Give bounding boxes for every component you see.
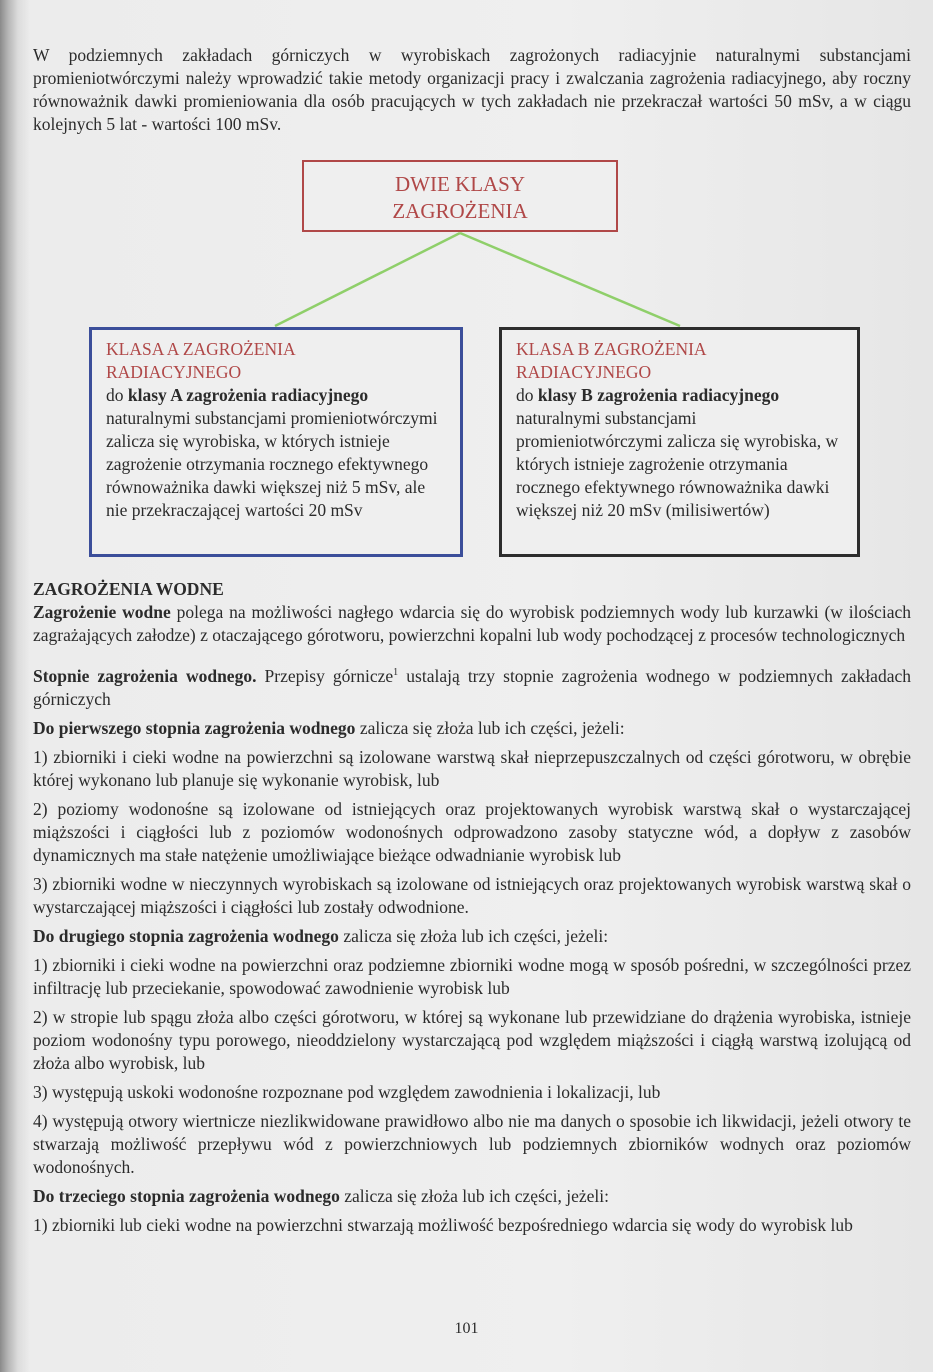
connector-right-line	[460, 233, 680, 326]
first-degree-item: 2) poziomy wodonośne są izolowane od istniejących oraz projektowanych wyrobisk warstwą skał o wystarczającej miąższości i ciągłości lub z poziomów wodonośnych odprowadzono zasoby statyczne wód, a dopływ z zasobów dynamicznych ma stałe natężenie umożliwiające bieżące odwadnianie wyrobisk lub	[33, 798, 911, 865]
water-definition-bold: Zagrożenie wodne	[33, 602, 171, 622]
water-heading: ZAGROŻENIA WODNE	[33, 579, 224, 599]
connector-left-line	[275, 233, 460, 326]
third-degree-item: 1) zbiorniki lub cieki wodne na powierzchni stwarzają możliwość bezpośredniego wdarcia się wody do wyrobisk lub	[33, 1214, 853, 1235]
water-degrees-intro	[33, 661, 911, 711]
intro-paragraph: W podziemnych zakładach górniczych w wyrobiskach zagrożonych radiacyjnie naturalnymi substancjami promieniotwórczymi należy wprowadzić takie metody organizacji pracy i zwalczania zagrożenia radiacyjnego, aby roczny równoważnik dawki promieniowania dla osób pracujących w tych zakładach nie przekraczał wartości 50 mSv, a w ciągu kolejnych 5 lat - wartości 100 mSv.	[33, 45, 911, 134]
third-degree-rest: zalicza się złoża lub ich części, jeżeli:	[339, 1185, 610, 1206]
third-degree-bold: Do trzeciego stopnia zagrożenia wodnego	[33, 1185, 340, 1206]
first-degree-item: 1) zbiorniki i cieki wodne na powierzchni są izolowane warstwą skał nieprzepuszczalnych od części górotworu, w obrębie której wykonano lub planuje się wykonanie wyrobisk, lub	[33, 746, 911, 790]
second-degree-item: 2) w stropie lub spągu złoża albo części górotworu, w której są wykonane lub przewidziane do drążenia wyrobiska, istnieje poziom wodonośny typu porowego, nieoddzielony wystarczającą pod względem miąższości i ciągłą warstwą izolującą od złoża albo wyrobisk, lub	[33, 1006, 911, 1073]
class-b-description	[516, 384, 845, 522]
first-degree-rest: zalicza się złoża lub ich części, jeżeli:	[355, 717, 625, 738]
third-degree-intro	[33, 1185, 911, 1208]
water-definition-rest: polega na możliwości nagłego wdarcia się do wyrobisk podziemnych wody lub kurzawki (w ilościach zagrażających załodze) z otaczającego górotworu, powierzchni kopalni lub wody pochodzącej z procesów technologicznych	[33, 602, 911, 645]
degrees-rest-a: Przepisy górnicze	[256, 665, 394, 686]
diagram-title-box	[302, 160, 618, 232]
water-definition	[33, 601, 911, 647]
class-b-lead: do	[516, 385, 538, 405]
first-degree-intro	[33, 717, 911, 740]
footnote-marker: 1	[393, 667, 399, 678]
class-b-heading-line1: KLASA B ZAGROŻENIA	[516, 339, 707, 359]
page-number: 101	[454, 1320, 479, 1337]
second-degree-item: 1) zbiorniki i cieki wodne na powierzchni oraz podziemne zbiorniki wodne mogą w sposób pośredni, w szczególności przez infiltrację lub przeciekanie, spowodować zawodnienie wyrobisk lub	[33, 954, 911, 998]
class-b-rest: naturalnymi substancjami promieniotwórczymi zalicza się wyrobiska, w których istnieje zagrożenie otrzymania rocznego efektywnego równoważnika dawki większej niż 20 mSv (milisiwertów)	[516, 408, 839, 520]
diagram-title-line2: ZAGROŻENIA	[392, 199, 528, 223]
class-b-heading-line2: RADIACYJNEGO	[516, 362, 652, 382]
second-degree-item: 3) występują uskoki wodonośne rozpoznane pod względem zawodnienia i lokalizacji, lub	[33, 1081, 661, 1102]
water-section	[33, 578, 911, 1243]
class-a-lead: do	[106, 385, 128, 405]
second-degree-item: 4) występują otwory wiertnicze niezlikwidowane prawidłowo albo nie ma danych o sposobie ich likwidacji, jeżeli otwory te stwarzają możliwość przepływu wód z powierzchniowych lub podziemnych zbiorników wodnych oraz poziomów wodonośnych.	[33, 1110, 911, 1177]
class-a-heading-line2: RADIACYJNEGO	[106, 362, 242, 382]
class-a-bold: klasy A zagrożenia radiacyjnego	[127, 385, 369, 405]
first-degree-bold: Do pierwszego stopnia zagrożenia wodnego	[33, 717, 356, 738]
diagram-title-line1: DWIE KLASY	[394, 172, 526, 196]
second-degree-intro	[33, 925, 911, 948]
class-a-rest: naturalnymi substancjami promieniotwórczymi zalicza się wyrobiska, w których istnieje zagrożenie otrzymania rocznego efektywnego równoważnika dawki większej niż 5 mSv, ale nie przekraczającej wartości 20 mSv	[106, 408, 438, 520]
degrees-rest-b: ustalają trzy stopnie zagrożenia wodnego w podziemnych zakładach górniczych	[33, 665, 911, 709]
degrees-bold: Stopnie zagrożenia wodnego.	[33, 665, 257, 686]
class-b-bold: klasy B zagrożenia radiacyjnego	[537, 385, 780, 405]
class-a-description	[106, 384, 448, 522]
second-degree-rest: zalicza się złoża lub ich części, jeżeli:	[338, 925, 609, 946]
class-a-heading-line1: KLASA A ZAGROŻENIA	[106, 339, 296, 359]
second-degree-bold: Do drugiego stopnia zagrożenia wodnego	[33, 925, 339, 946]
class-a-box	[89, 327, 463, 557]
first-degree-item: 3) zbiorniki wodne w nieczynnych wyrobiskach są izolowane od istniejących oraz projektowanych wyrobisk warstwą skał o wystarczającej miąższości i ciągłości lub zostały odwodnione.	[33, 873, 911, 917]
class-b-box	[499, 327, 860, 557]
